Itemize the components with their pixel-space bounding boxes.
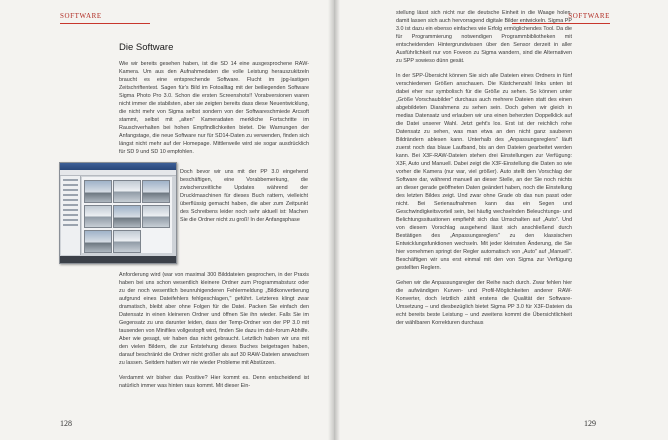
- thumbnail: [84, 205, 112, 228]
- body-text-top: [119, 60, 309, 164]
- software-screenshot-image: [59, 162, 177, 264]
- book-gutter: [328, 0, 340, 440]
- screenshot-sidebar: [61, 176, 81, 255]
- thumbnail: [113, 230, 141, 253]
- thumbnail: [142, 205, 170, 228]
- paragraph: Doch bevor wir uns mit der PP 3.0 eingehend beschäftigen, eine Vorabbemerkung, die zwischenzeitliche Updates während der Drucklmaschinen für dieses Buch rattern, vielleicht überflüssig gemacht haben, die aber zum Zeitpunkt des Schreibens leider noch sehr aktuell ist: Machen Sie die Ordner nicht zu groß! In der Anfangsphase: [180, 169, 308, 223]
- paragraph: Gehen wir die Anpassungsregler der Reihe nach durch. Zwar fehlen hier die aufwändigen Kurven- und Profil-Möglichkeiten anderer RAW-Konverter, doch letztlich zählt erstens die Qualität der Software-Umsetzung – und diesbezüglich bietet Sigma PP 3.0 für X3F-Dateien da echt bereits beste Leistung – und zweitens kommt die Übersichtlichkeit der wählbaren Korrekturen durchaus: [396, 280, 572, 326]
- running-header-label: SOFTWARE: [568, 12, 610, 20]
- thumbnail: [142, 180, 170, 203]
- body-text-bottom: [119, 271, 309, 435]
- thumbnail: [84, 230, 112, 253]
- paragraph: stellung lässt sich nicht nur die deutsche Einheit in die Waage holen, damit lassen sich auch hervorragend digitale Bilder entwickeln. Sigma PP 3.0 ist dazu ein ebenso einfaches wie Erfolg ermöglichendes Tool. Da die für Programmierung notwendigen Programmbibliotheken mit entscheidenden Hintergrundwissen über den Sensor derzeit in aller Ausführlichkeit nur von Foveon zu Sigma wandern, sind die Alternativen zu SPP sowieso dünn gesät.: [396, 10, 572, 64]
- thumbnail: [113, 180, 141, 203]
- body-text-column: [396, 9, 572, 427]
- paragraph: Verdammt wir bisher das Positive? Hier kommt es. Denn entscheidend ist natürlich immer was hinten raus kommt. Mit dieser Ein-: [119, 375, 309, 389]
- thumbnail: [113, 205, 141, 228]
- running-header-label: SOFTWARE: [60, 12, 102, 20]
- body-text-beside-image: [180, 168, 308, 268]
- right-page: [334, 0, 668, 440]
- paragraph: Anforderung wird (war von maximal 300 Bilddateien gesprochen, in der Praxis haben bei uns schon wesentlich kleinere Ordner zum Programmabsturz oder zu der noch wesentlich beunruhigenderen Fehlermeldung „Bildkonvertierung aufgrund eines Dateifehlers fehlgeschlagen," geführt. Letzteres klingt zwar dramatisch, bleibt aber ohne Folgen für die Datei. Packen Sie einfach den Datensatz in einen kleineren Ordner und öffnen Sie ihn wieder. Falls Sie im Gegensatz zu uns darunter leiden, dass der Temp-Ordner von der PP 3.0 mit tausenden von Minifiles vollgestopft wird, finden Sie dazu im dslr-forum Abhilfe. Aber wie gesagt, wir haben das nicht gebraucht. Letztlich haben wir uns mit den vielen Bildern, die zur Entstehung dieses Buches beigetragen haben, darauf beschränkt die Ordner nicht größer als auf 30 RAW-Dateien anwachsen zu lassen. Seitdem hatten wir nie wieder Probleme mit Abstürzen.: [119, 272, 309, 366]
- paragraph: Wie wir bereits gesehen haben, ist die SD 14 eine ausgesprochene RAW-Kamera. Um aus den Aufnahmedaten die volle Leistung herauszukitzeln braucht es eine entsprechende Software. Flucht im jpg-lastigen Zeitschriftentest. Sagen für's Bild im Fotoalltag mit der beiliegenden Software Sigma Photo Pro 3.0. Schon die ersten Screenshots!! Vorabversionen waren nicht immer die stabilsten, aber sie zeigten bereits dass diese Neuentwicklung, die nicht mehr von Sigma selbst sondern von der Softwareschmiede Arcsoft stammt, selbst mit „alten" Kameradaten merkliche Fortschritte im Rauschverhalten bei hohen Empfindlichkeiten bietet. Die Warnungen der Anfangstage, die neue Software nur für SD14-Daten zu verwenden, finden sich längst nicht mehr auf der Homepage. Mittlerweile wird sie sogar ausdrücklich für SD 9 und SD 10 empfohlen.: [119, 61, 309, 155]
- page-number-right: 129: [584, 419, 596, 428]
- screenshot-statusbar: [60, 256, 176, 263]
- screenshot-titlebar: [60, 163, 176, 170]
- paragraph: In der SPP-Übersicht können Sie sich alle Dateien eines Ordners in fünf verschiedenen Größen anschauen. Die Kästchenzahl links unten ist dabei eher nur symbolisch für die Größe zu sehen. So können unter „Größe Vorschaubilder" durchaus auch mehrere Dateien statt des einen abgebildeten Diarahmens zu sehen sein. Doch gehen wir gleich in medias Datensatz und erlauben wir uns einen beherzten Doppelklick auf die Datei unserer Wahl. Jetzt geht's los. Erst ist der reichlich rohe Datensatz zu sehen, was man etwa an den nicht ganz sauberen Bildrändern ablesen kann. Unterhalb des „Anpassungsreglers" läuft zuerst noch das blaue Laufband, bis an den Dateien gearbeitet werden kann. Bei X3F-RAW-Dateien stehen drei Einstellungen zur Verfügung: X3F, Auto und Manuell. Dabei zeigt die X3F-Einstellung die Daten so wie vorher die Kamera (nur war, viel größer). Auto stellt den Vorschlag der Software dar, während manuell an dieser Stelle, an der Sie noch nichts an dieser gerade geöffneten Daten geändert haben, noch die Einstellung des letzten Bildes zeigt. Und zwar ohne Grade ob das nun passt oder nicht. Bei Serienaufnahmen kann das ein Segen und Geschwindigkeitsvorteil sein, bei häufig wechselnden Beleuchtungs- und Belichtungssituationen empfiehlt sich das Umschalten auf „Auto". Und von diesem Vorschlag ausgehend lässt sich anschließend durch Bestätigen des „Anpassungsreglers" zu den klassischen Entwicklungsfunktionen wechseln. Mit jeder kleinsten Änderung, die Sie hier vornehmen springt der Regler automatisch von „Auto" auf „Manuell". Beschäftigen wir uns erst einmal mit den von Sigma zur Verfügung gestellten Reglern.: [396, 73, 572, 271]
- section-title: Die Software: [119, 42, 174, 53]
- page-number-left: 128: [60, 419, 72, 428]
- running-header-left: [60, 11, 150, 24]
- screenshot-thumbnail-grid: [82, 177, 172, 253]
- thumbnail: [84, 180, 112, 203]
